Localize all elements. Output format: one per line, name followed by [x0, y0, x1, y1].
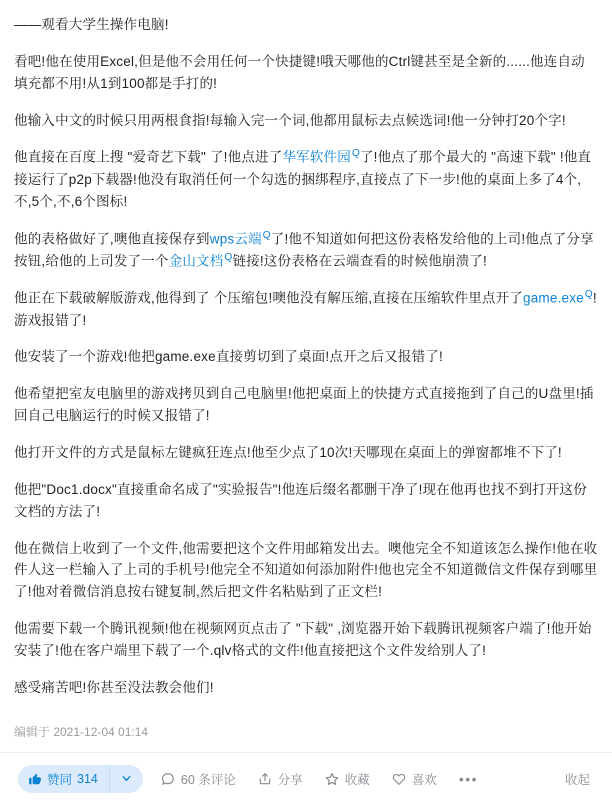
share-icon	[258, 771, 273, 786]
paragraph	[14, 287, 598, 331]
favorite-label: 收藏	[344, 772, 370, 787]
paragraph	[14, 442, 598, 464]
paragraph-text: 他输入中文的时候只用两根食指!每输入完一个词,他都用鼠标去点候选词!他一分钟打20个字!	[14, 112, 566, 128]
action-bar	[14, 753, 598, 803]
downvote-button[interactable]	[110, 765, 143, 793]
paragraph-text: 他正在下载破解版游戏,他得到了 个压缩包!噢他没有解压缩,直接在压缩软件里点开了	[14, 290, 524, 306]
paragraph	[14, 110, 598, 132]
paragraph	[14, 228, 598, 273]
inline-link[interactable]: game.exe	[523, 290, 584, 306]
paragraph-text: 了!他不知道如何把这份表格发给他的上司!他点了分享按钮,给他的上司发了一个	[14, 231, 594, 269]
link-badge-icon: Q	[262, 229, 271, 241]
comments-label: 60 条评论	[180, 772, 236, 787]
inline-link[interactable]: 金山文档	[168, 253, 224, 269]
thumbs-up-icon	[28, 772, 42, 786]
comments-button[interactable]	[161, 770, 236, 788]
paragraph	[14, 51, 598, 95]
vote-group	[18, 765, 143, 793]
upvote-button[interactable]	[18, 765, 109, 793]
share-button[interactable]	[258, 770, 303, 788]
paragraph	[14, 14, 598, 36]
upvote-count: 314	[77, 771, 98, 786]
paragraph-text: 他把"Doc1.docx"直接重命名成了"实验报告"!他连后缀名都删干净了!现在他再也找不到打开这份文档的方法了!	[14, 481, 587, 519]
link-badge-icon: Q	[584, 289, 593, 301]
paragraph	[14, 479, 598, 523]
paragraph-text: 他需要下载一个腾讯视频!他在视频网页点击了 "下载" ,浏览器开始下载腾讯视频客户端了!他开始安装了!他在客户端里下载了一个.qlv格式的文件!他直接把这个文件发给别人了!	[14, 621, 592, 659]
favorite-button[interactable]	[325, 770, 370, 788]
paragraph-text: 他的表格做好了,噢他直接保存到	[14, 231, 210, 247]
upvote-label: 赞同	[47, 772, 73, 787]
paragraph-text: 他直接在百度上搜 "爱奇艺下载" 了!他点进了	[14, 149, 283, 165]
inline-link[interactable]: 华军软件园	[282, 149, 351, 165]
more-button[interactable]: •••	[458, 770, 479, 787]
paragraph	[14, 618, 598, 662]
like-label: 喜欢	[411, 772, 437, 787]
paragraph-text: 他打开文件的方式是鼠标左键疯狂连点!他至少点了10次!天哪现在桌面上的弹窗都堆不下了!	[14, 445, 562, 461]
answer-body	[14, 14, 598, 699]
heart-icon	[392, 771, 407, 786]
share-label: 分享	[277, 772, 303, 787]
paragraph	[14, 538, 598, 604]
paragraph	[14, 677, 598, 699]
paragraph	[14, 346, 598, 368]
paragraph-text: 链接!这份表格在云端查看的时候他崩溃了!	[232, 253, 487, 269]
paragraph-text: 他在微信上收到了一个文件,他需要把这个文件用邮箱发出去。噢他完全不知道该怎么操作!他在收件人这一栏输入了上司的手机号!他完全不知道如何添加附件!他也完全不知道微信文件保存到哪里了!他对着微信消息按右键复制,然后把文件名粘贴到了正文栏!	[14, 540, 598, 600]
link-badge-icon: Q	[351, 148, 360, 160]
paragraph-text: 看吧!他在使用Excel,但是他不会用任何一个快捷键!哦天哪他的Ctrl键甚至是全新的......他连自动填充都不用!从1到100都是手打的!	[14, 53, 585, 91]
paragraph-text: 感受痛苦吧!你甚至没法教会他们!	[14, 679, 214, 695]
star-icon	[325, 771, 340, 786]
inline-link[interactable]: wps云端	[209, 231, 262, 247]
paragraph-text: ——观看大学生操作电脑!	[14, 17, 169, 32]
comment-icon	[161, 771, 176, 786]
like-button[interactable]	[392, 770, 437, 788]
paragraph	[14, 383, 598, 427]
link-badge-icon: Q	[224, 251, 233, 263]
paragraph	[14, 146, 598, 212]
collapse-button[interactable]: 收起	[564, 772, 590, 787]
paragraph-text: 他希望把室友电脑里的游戏拷贝到自己电脑里!他把桌面上的快捷方式直接拖到了自己的U盘里!插回自己电脑运行的时候又报错了!	[14, 386, 594, 424]
paragraph-text: 他安装了一个游戏!他把game.exe直接剪切到了桌面!点开之后又报错了!	[14, 349, 443, 365]
chevron-down-icon	[121, 773, 132, 784]
paragraph-text: !游戏报错了!	[14, 290, 597, 328]
paragraph-text: 了!他点了那个最大的 "高速下载" !他直接运行了p2p下载器!他没有取消任何一个勾选的捆绑程序,直接点了下一步!他的桌面上多了4个,不,5个,不,6个图标!	[14, 149, 592, 209]
edited-timestamp: 编辑于 2021-12-04 01:14	[14, 724, 149, 739]
